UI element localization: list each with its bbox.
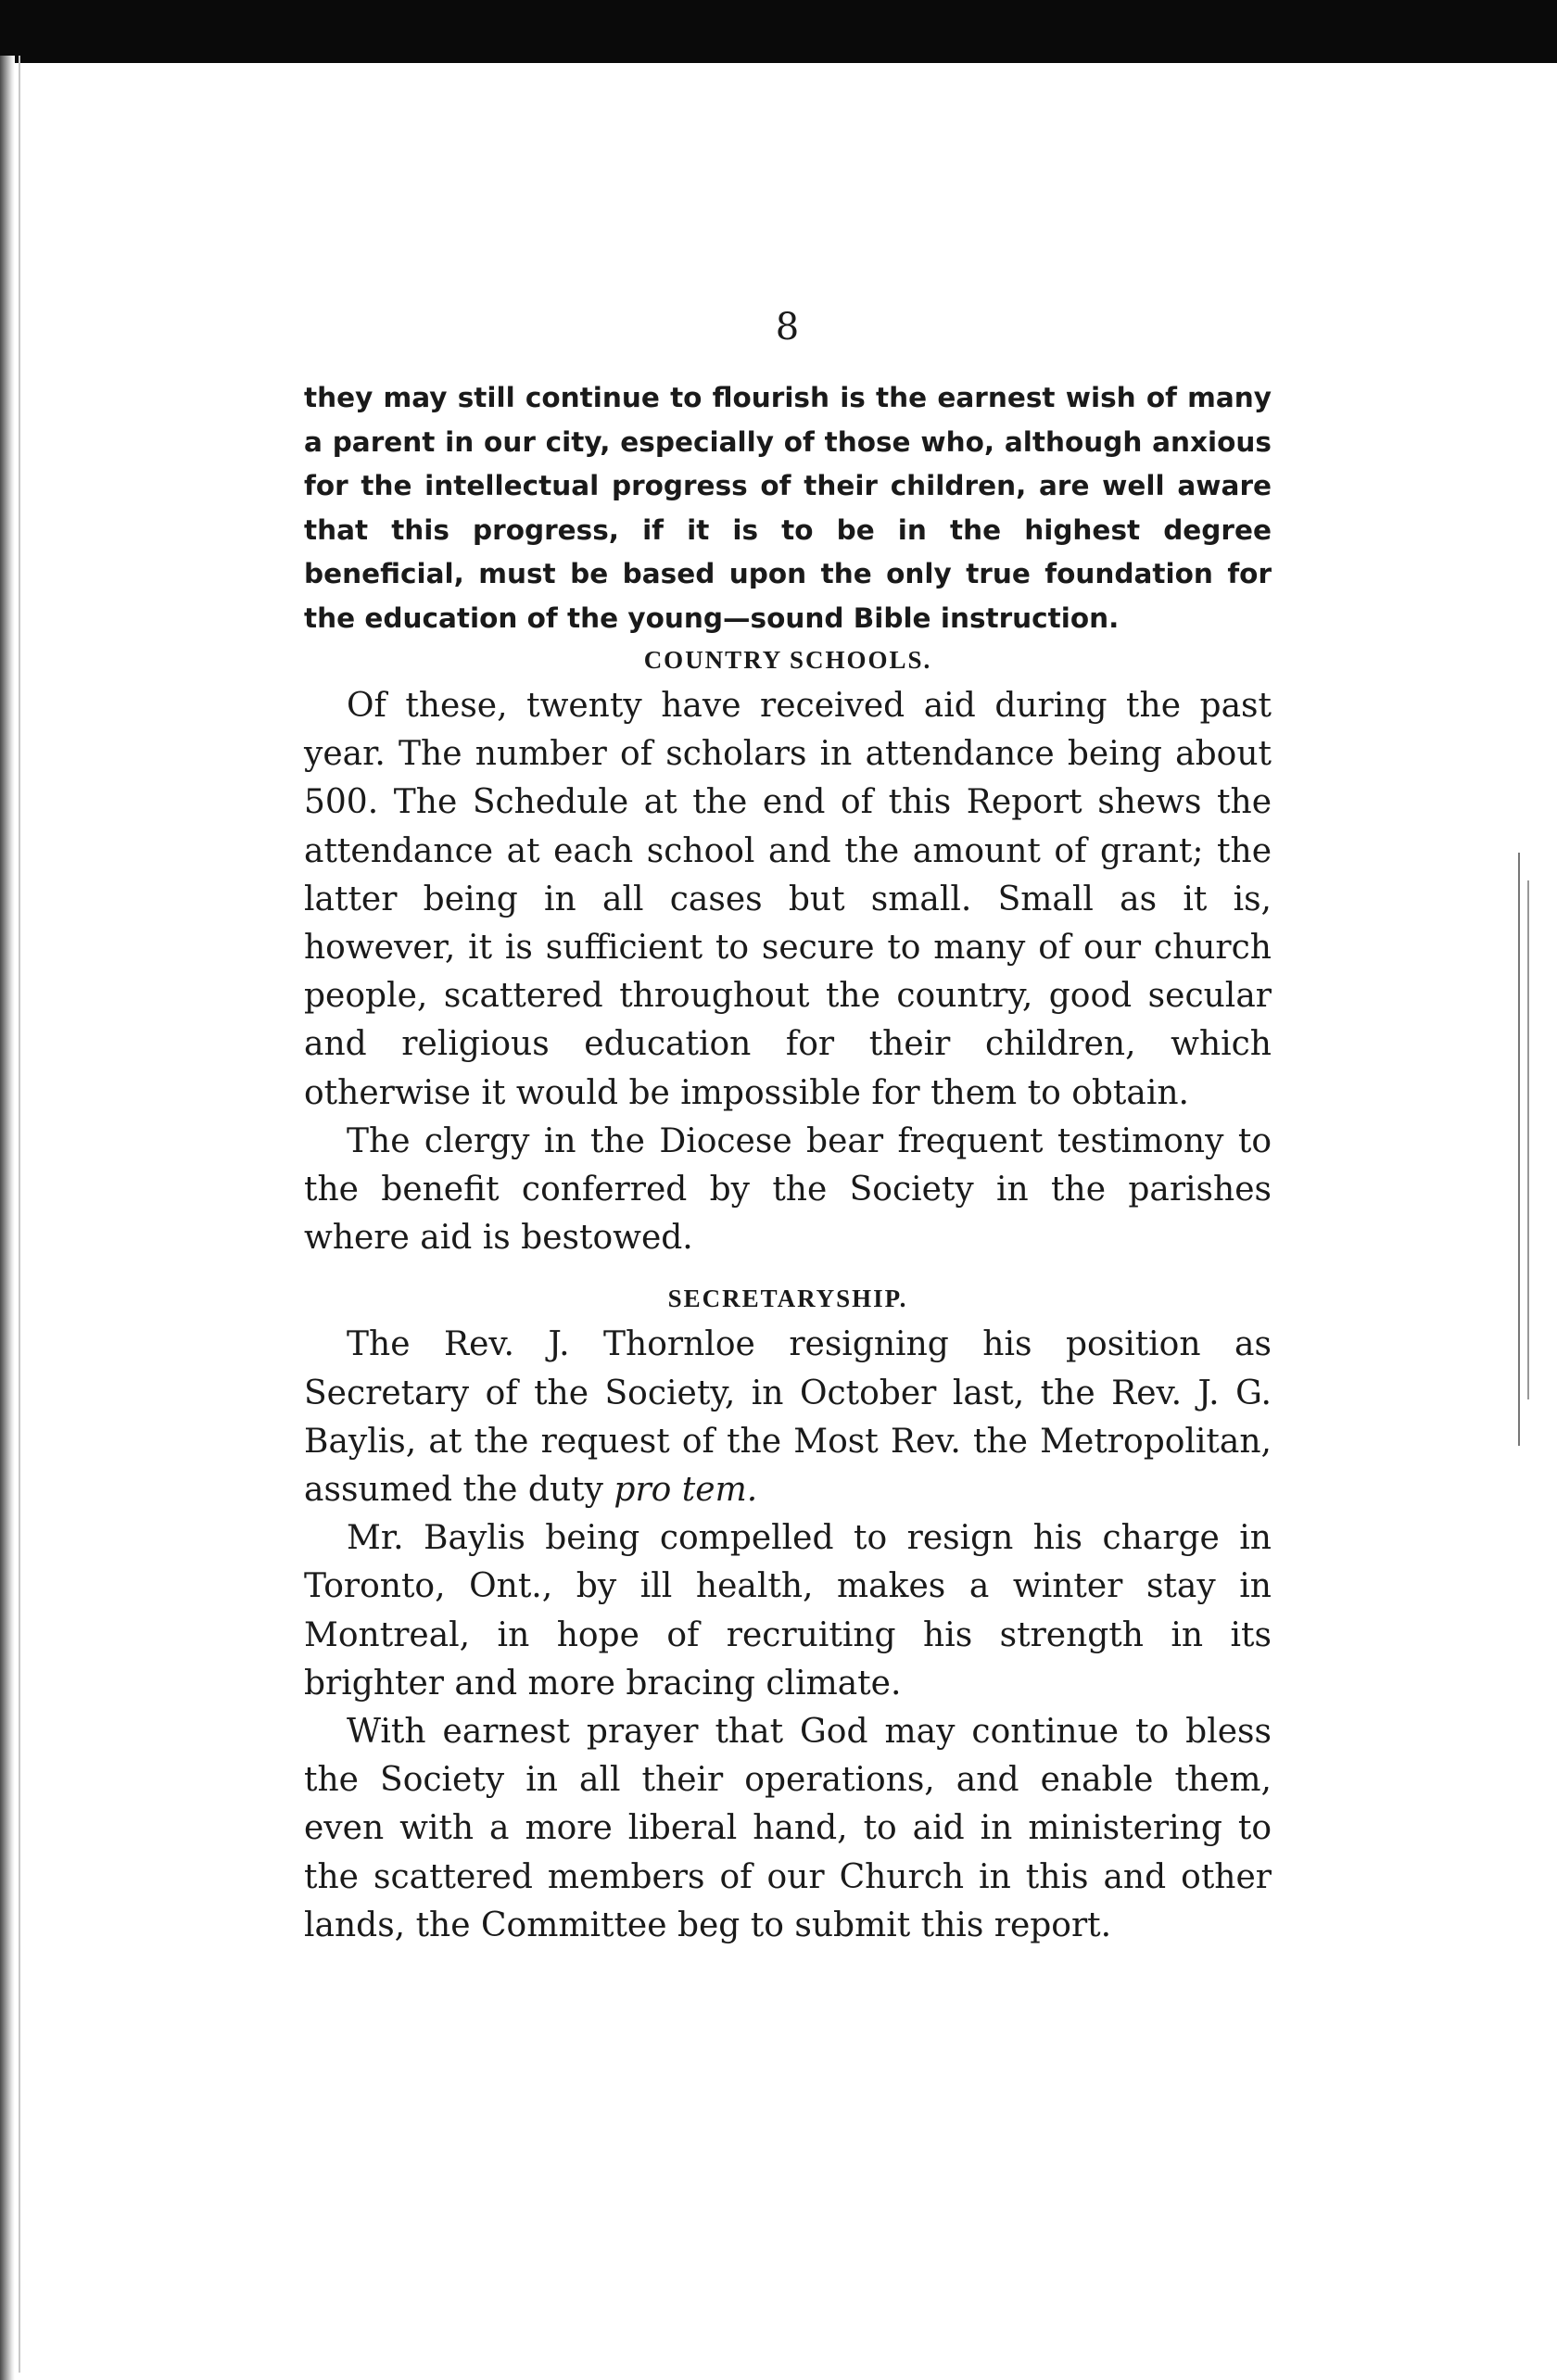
closing-paragraph: With earnest prayer that God may continue to bless the Society in all their operations, and enable them, even with a more liberal hand, to aid in ministering to the scattered members of our Church in this and other lands, the Committee beg to submit this report.: [304, 1713, 1272, 1944]
section-heading-secretaryship: SECRETARYSHIP.: [667, 1285, 908, 1313]
secretaryship-paragraph-1-text: The Rev. J. Thornloe resigning his position as Secretary of the Society, in October last, the Rev. J. G. Baylis, at the request of the Most Rev. the Metropolitan, assumed the duty: [304, 1325, 1272, 1510]
pro-tem-italic: pro tem.: [614, 1471, 758, 1510]
secretaryship-paragraph-2: Mr. Baylis being compelled to resign his charge in Toronto, Ont., by ill health, makes a winter stay in Montreal, in hope of recruiting his strength in its brighter and more bracing climate.: [304, 1519, 1272, 1703]
scan-left-edge: [0, 56, 15, 2380]
page-number: 8: [775, 306, 801, 348]
country-schools-paragraph-2: The clergy in the Diocese bear frequent testimony to the benefit conferred by the Society in the parishes where aid is bestowed.: [304, 1121, 1272, 1258]
scan-left-line: [19, 56, 20, 2373]
scan-top-border: [0, 0, 1557, 63]
secretaryship-paragraph-1: [304, 1321, 1272, 1514]
intro-paragraph: they may still continue to flourish is the earnest wish of many a parent in our city, especially of those who, although anxious for the intellectual progress of their children, are well aware that this progress, if it is to be in the highest degree beneficial, must be based upon the only true foundation for the education of the young—sound Bible instruction.: [304, 382, 1272, 634]
document-page: [304, 306, 1272, 1950]
scan-right-margin-marks: [1511, 853, 1538, 1446]
country-schools-paragraph-1: Of these, twenty have received aid during the past year. The number of scholars in attendance being about 500. The Schedule at the end of this Report shews the attendance at each school and the amount of grant; the latter being in all cases but small. Small as it is, however, it is sufficient to secure to many of our church people, scattered throughout the country, good secular and religious education for their children, which otherwise it would be impossible for them to obtain.: [304, 687, 1272, 1112]
section-heading-country-schools: COUNTRY SCHOOLS.: [643, 646, 932, 674]
